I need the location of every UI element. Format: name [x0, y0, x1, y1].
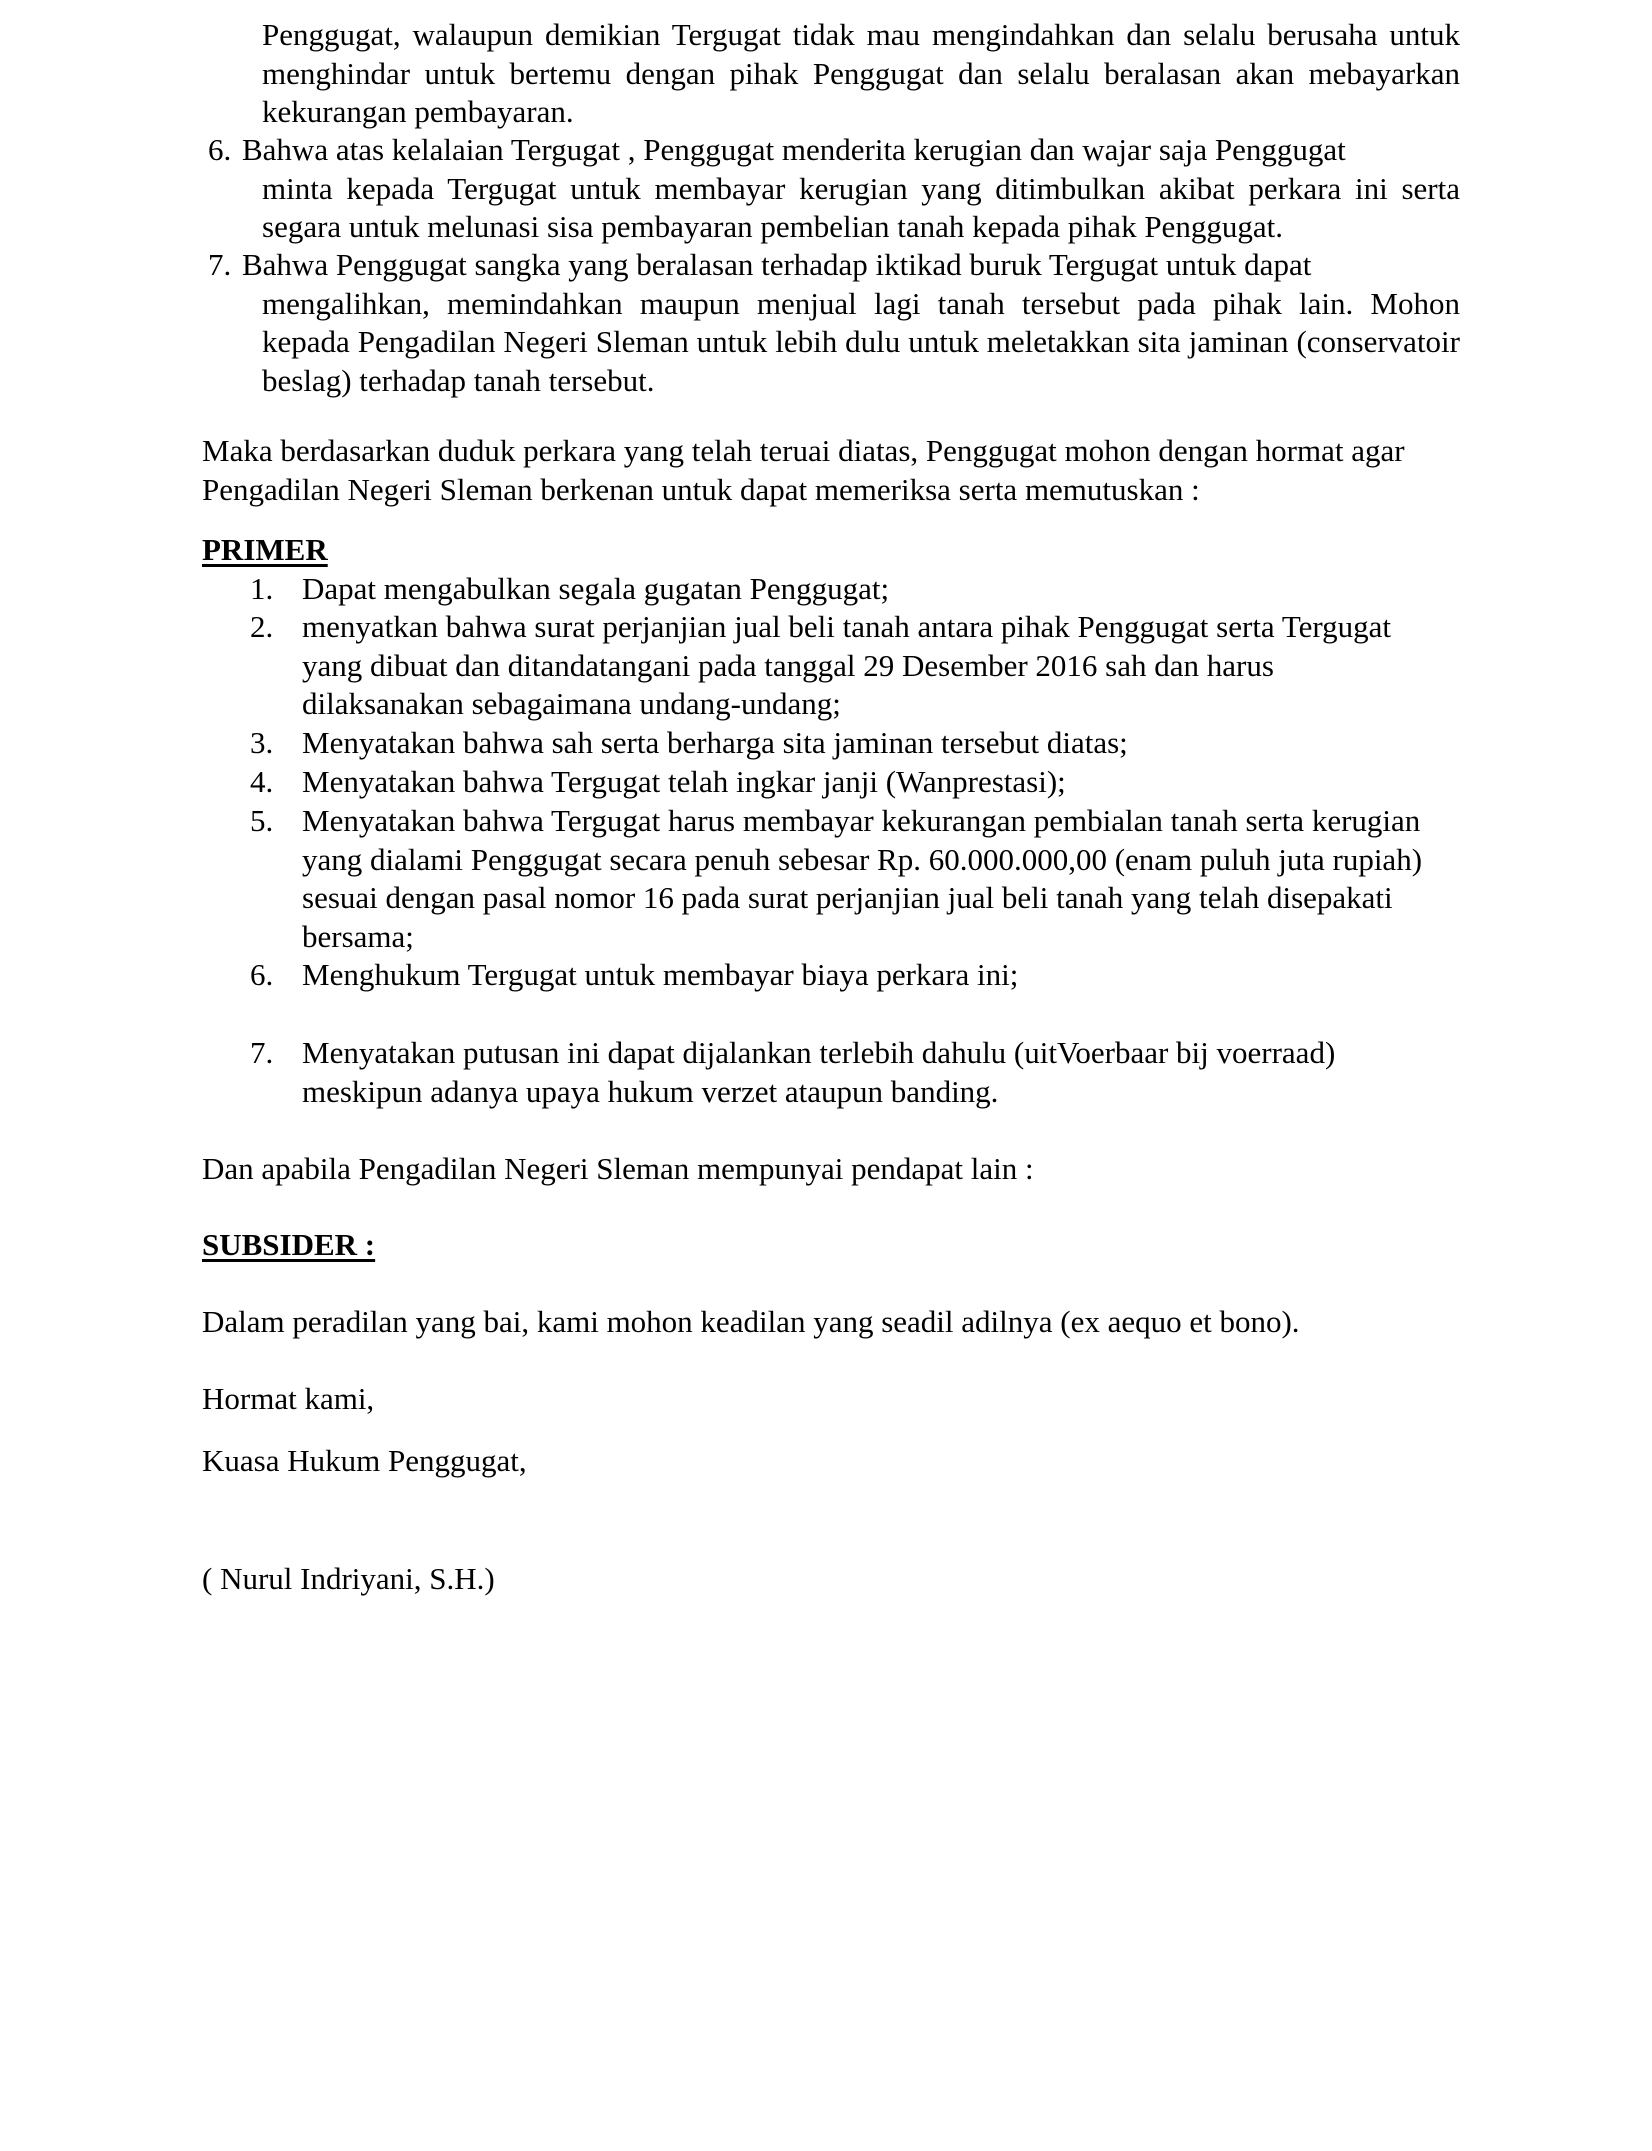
signatory-name: ( Nurul Indriyani, S.H.) [202, 1561, 495, 1596]
primer-item-number: 1. [250, 571, 274, 606]
alternative-opinion-paragraph: Dan apabila Pengadilan Negeri Sleman mempunyai pendapat lain : [202, 1151, 1034, 1186]
primer-item-7 [250, 1034, 1430, 1111]
closing-salutation: Hormat kami, [202, 1381, 375, 1416]
primer-item-3 [250, 724, 1470, 763]
primer-item-text: Dapat mengabulkan segala gugatan Penggugat; [302, 571, 890, 606]
primer-item-number: 3. [250, 725, 274, 760]
closing-role: Kuasa Hukum Penggugat, [202, 1443, 527, 1478]
subsider-paragraph: Dalam peradilan yang bai, kami mohon keadilan yang seadil adilnya (ex aequo et bono). [202, 1304, 1300, 1339]
primer-item-number: 4. [250, 764, 274, 799]
primer-item-text: Menyatakan bahwa Tergugat telah ingkar janji (Wanprestasi); [302, 764, 1066, 799]
posita-item-number: 7. [208, 247, 232, 282]
primer-item-number: 6. [250, 957, 274, 992]
primer-item-text: Menghukum Tergugat untuk membayar biaya perkara ini; [302, 957, 1019, 992]
posita-item-first-line: Bahwa atas kelalaian Tergugat , Penggugat menderita kerugian dan wajar saja Penggugat [242, 132, 1346, 167]
primer-heading: PRIMER [202, 532, 328, 567]
primer-item-2 [250, 608, 1400, 724]
primer-item-number: 5. [250, 803, 274, 838]
posita-item-6 [208, 131, 1460, 247]
posita-item-text: minta kepada Tergugat untuk membayar kerugian yang ditimbulkan akibat perkara ini serta segara untuk melunasi sisa pembayaran pembelian tanah kepada pihak Penggugat. [262, 170, 1460, 244]
primer-item-4 [250, 763, 1470, 802]
intro-paragraph: Maka berdasarkan duduk perkara yang telah teruai diatas, Penggugat mohon dengan hormat agar Pengadilan Negeri Sleman berkenan untuk dapat memeriksa serta memutuskan : [202, 433, 1405, 507]
primer-item-number: 2. [250, 609, 274, 644]
primer-item-text: Menyatakan bahwa Tergugat harus membayar kekurangan pembialan tanah serta kerugian yang dialami Penggugat secara penuh sebesar Rp. 60.000.000,00 (enam puluh juta rupiah) sesuai dengan pasal nomor 16 pada surat perjanjian jual beli tanah yang telah disepakati bersama; [302, 803, 1423, 954]
primer-item-text: menyatkan bahwa surat perjanjian jual beli tanah antara pihak Penggugat serta Tergugat yang dibuat dan ditandatangani pada tanggal 29 Desember 2016 sah dan harus dilaksanakan sebagaimana undang-undang; [302, 609, 1392, 721]
posita-item-first-line: Bahwa Penggugat sangka yang beralasan terhadap iktikad buruk Tergugat untuk dapat [242, 247, 1312, 282]
subsider-heading: SUBSIDER : [202, 1227, 376, 1262]
primer-item-1 [250, 570, 1470, 609]
primer-item-text: Menyatakan putusan ini dapat dijalankan terlebih dahulu (uitVoerbaar bij voerraad) meskipun adanya upaya hukum verzet ataupun banding. [302, 1035, 1336, 1109]
primer-item-text: Menyatakan bahwa sah serta berharga sita jaminan tersebut diatas; [302, 725, 1128, 760]
posita-item-7 [208, 246, 1460, 400]
posita-item-number: 6. [208, 132, 232, 167]
primer-item-number: 7. [250, 1035, 274, 1070]
continuation-paragraph: Penggugat, walaupun demikian Tergugat tidak mau mengindahkan dan selalu berusaha untuk menghindar untuk bertemu dengan pihak Penggugat dan selalu beralasan akan mebayarkan kekurangan pembayaran. [262, 17, 1460, 129]
posita-item-text: mengalihkan, memindahkan maupun menjual lagi tanah tersebut pada pihak lain. Mohon kepada Pengadilan Negeri Sleman untuk lebih dulu untuk meletakkan sita jaminan (conservatoir beslag) terhadap tanah tersebut. [262, 285, 1460, 398]
primer-item-6 [250, 956, 1470, 995]
primer-item-5 [250, 802, 1450, 956]
